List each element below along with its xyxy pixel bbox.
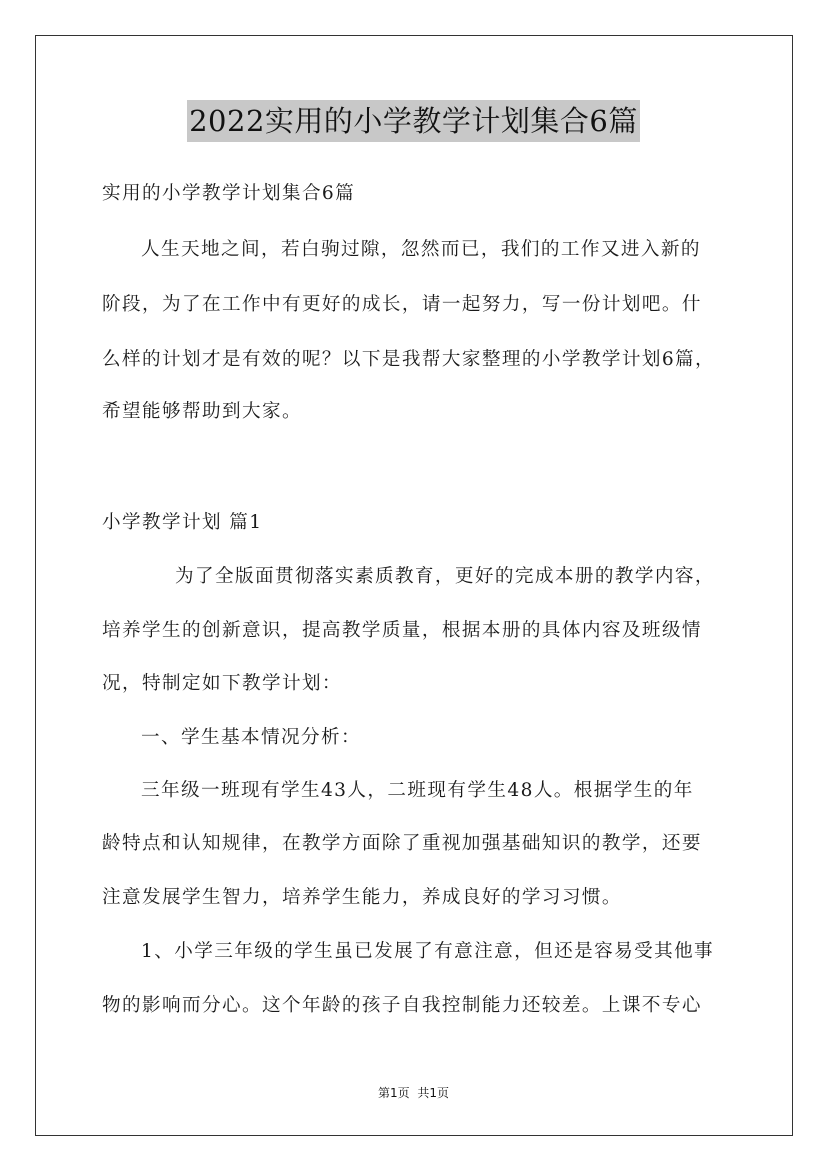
intro-line: 希望能够帮助到大家。 — [102, 401, 302, 422]
page-footer — [0, 1084, 827, 1101]
body-line: 三年级一班现有学生43人，二班现有学生48人。根据学生的年 — [141, 780, 694, 801]
body-line: 一、学生基本情况分析： — [141, 727, 361, 748]
body-line: 龄特点和认知规律，在教学方面除了重视加强基础知识的教学，还要 — [102, 833, 702, 854]
section-heading: 小学教学计划 篇1 — [102, 512, 263, 533]
body-line: 培养学生的创新意识，提高教学质量，根据本册的具体内容及班级情 — [102, 620, 702, 641]
body-line: 1、小学三年级的学生虽已发展了有意注意，但还是容易受其他事 — [141, 941, 715, 962]
intro-line: 阶段，为了在工作中有更好的成长，请一起努力，写一份计划吧。什 — [102, 294, 702, 315]
document-subtitle: 实用的小学教学计划集合6篇 — [102, 183, 356, 204]
intro-line: 么样的计划才是有效的呢？以下是我帮大家整理的小学教学计划6篇， — [102, 349, 716, 370]
document-title: 2022实用的小学教学计划集合6篇 — [187, 100, 640, 142]
body-line: 况，特制定如下教学计划： — [102, 673, 342, 694]
page-number: 第1页 — [377, 1086, 410, 1100]
page-total: 共1页 — [417, 1086, 450, 1100]
body-line: 注意发展学生智力，培养学生能力，养成良好的学习习惯。 — [102, 887, 622, 908]
body-line: 物的影响而分心。这个年龄的孩子自我控制能力还较差。上课不专心 — [102, 995, 702, 1016]
intro-line: 人生天地之间，若白驹过隙，忽然而已，我们的工作又进入新的 — [141, 239, 701, 260]
title-container — [0, 100, 827, 142]
body-line: 为了全版面贯彻落实素质教育，更好的完成本册的教学内容， — [175, 566, 715, 587]
